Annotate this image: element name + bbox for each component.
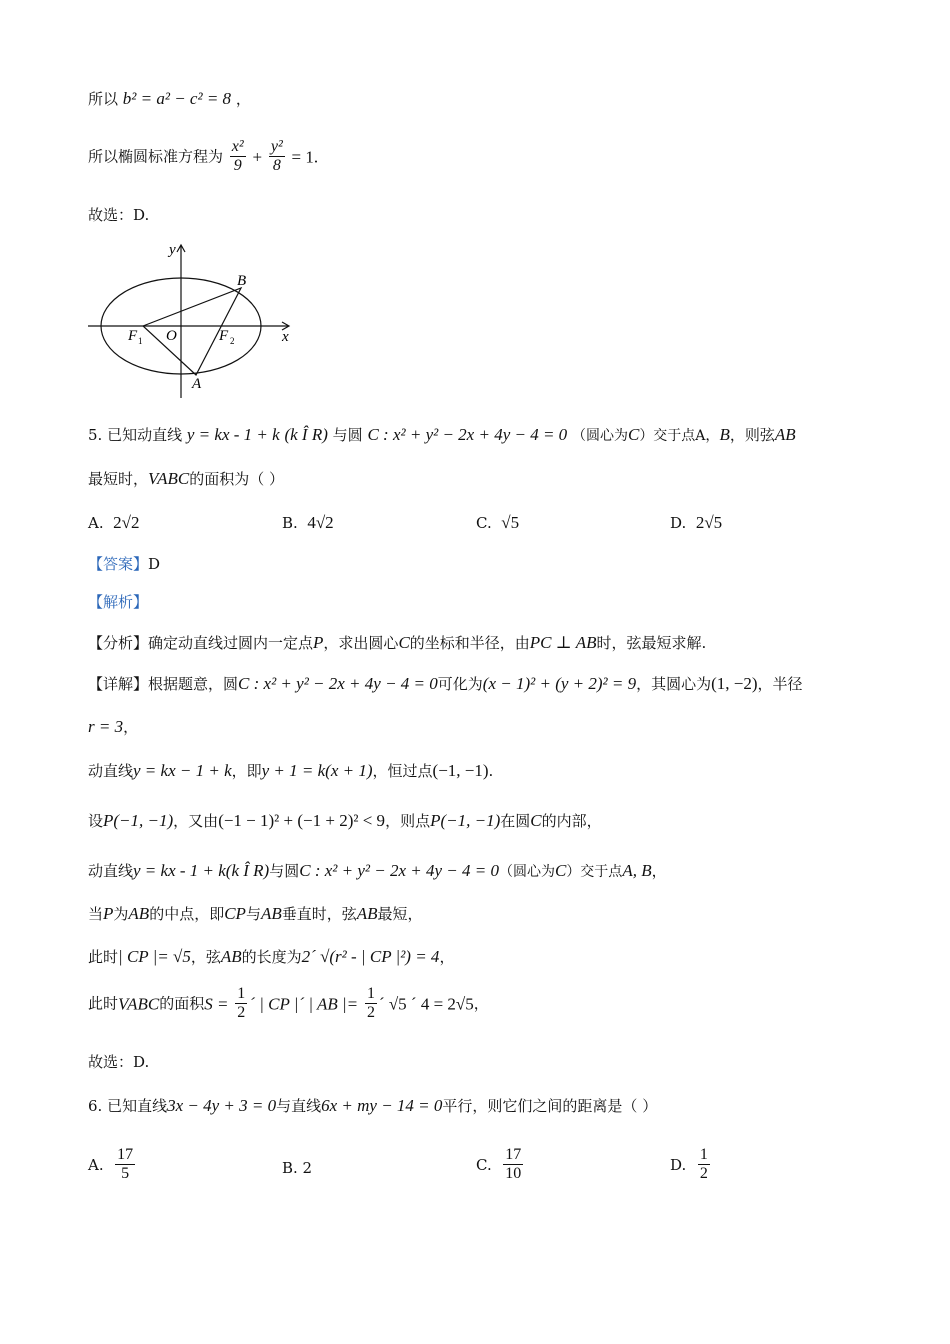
text: ，其圆心为 [636,675,712,693]
text: ）交于点 [566,864,623,880]
label-F2: F [219,328,229,344]
text: 此时 [88,948,119,966]
text: 的内部， [541,812,602,830]
text: （圆心为 [498,864,555,880]
option-label: B. [282,514,298,532]
var: P [103,904,114,923]
equation: VABC [148,469,190,488]
equation: 2´ √(r² - | CP |²) = 4 [301,947,440,966]
option-label: A. [88,514,104,532]
option-d [670,513,722,533]
denominator: 5 [121,1165,130,1183]
numerator: 1 [235,985,247,1004]
text: ，弦 [190,948,221,966]
label-A: A [192,376,202,392]
text: 的坐标和半径，由 [409,634,530,652]
var: C [627,425,640,444]
option-label: A. [88,1155,104,1174]
detail-line6 [88,905,423,922]
var: C [398,633,410,652]
numerator: 17 [115,1146,135,1165]
text: （圆心为 [571,428,628,444]
equation: VABC [118,994,160,1014]
numerator: y² [269,138,285,157]
text: ， [651,862,667,880]
equation: y + 1 = k(x + 1) [261,761,373,780]
option-value: 2√2 [113,513,140,532]
numerator: 17 [503,1146,523,1165]
equation: y = kx - 1 + k [186,425,280,444]
text: 动直线 [88,862,134,880]
numerator: 1 [698,1146,710,1165]
var: AB [260,904,282,923]
equation: (x − 1)² + (y + 2)² = 9 [482,674,637,693]
fraction [269,138,285,176]
text: ，求出圆心 [323,634,399,652]
var: AB [128,904,150,923]
answer-label: 【答案】 [88,555,149,573]
option-value: 4√2 [307,513,334,532]
text: 与 [245,905,261,923]
text: 最短， [377,905,423,923]
var: C [530,811,542,830]
text: 的面积为（ ） [189,470,285,488]
detail-line4 [88,812,602,829]
text: 的面积 [159,994,205,1013]
text: 动直线 [88,762,134,780]
text: ）交于点A， [639,428,720,444]
text: 根据题意，圆 [148,675,239,693]
text: 与直线 [276,1097,322,1115]
denominator: 8 [272,157,281,175]
label: 【分析】 [88,634,149,652]
label-y: y [169,242,176,258]
equation: b² = a² − c² = 8 [122,89,232,108]
text: 与圆 [269,862,300,880]
detail-line5 [88,862,667,879]
equation: P(−1, −1) [103,811,174,830]
equation: C : x² + y² − 2x + 4y − 4 = 0 [238,674,438,693]
question-5-line1 [88,426,796,443]
equation: (1, −2) [711,674,758,693]
equation: 6x + my − 14 = 0 [321,1096,443,1115]
text: 可化为 [437,675,483,693]
text: 的中点，即 [149,905,225,923]
var: CP [224,904,246,923]
equation: PC ⊥ AB [529,633,597,652]
text: ，半径 [757,675,803,693]
denominator: 2 [237,1004,246,1022]
option-value: √5 [501,513,520,532]
text: ，即 [231,762,262,780]
label-B: B [237,273,247,289]
equation: | CP |= √5 [118,947,191,966]
q6-option-a [88,1146,137,1184]
equation: r = 3 [88,717,124,736]
text: 平行，则它们之间的距离是（ ） [442,1097,658,1115]
equation: ´ √5 ´ 4 = 2√5 [378,994,474,1014]
fraction-half [365,985,377,1023]
text-line-choice: 故选：D. [88,206,150,224]
fraction-half [235,985,247,1023]
answer-line [88,557,160,572]
q6-option-b [282,1159,312,1177]
denominator: 9 [233,157,242,175]
equation: y = kx - 1 + k(k Î R) [133,861,270,880]
option-value: 2√5 [695,513,723,532]
text: ，恒过点 [372,762,433,780]
denominator: 2 [366,1004,375,1022]
option-label: C. [476,514,492,532]
text: 的长度为 [241,948,302,966]
text: 设 [88,812,104,830]
equation: P(−1, −1) [430,811,501,830]
label-F2-sub: 2 [230,336,235,346]
text: ，又由 [173,812,219,830]
text: 时，弦最短求解. [596,634,707,652]
question-6-line1 [88,1097,657,1114]
text: 垂直时，弦 [281,905,357,923]
option-a [88,513,140,533]
option-label: B. 2 [282,1159,313,1177]
text: 最短时， [88,470,149,488]
option-c [476,513,519,533]
text: 所以椭圆标准方程为 [88,147,224,166]
label-O: O [166,328,177,344]
equation: ´ | CP |´ | AB |= [249,994,359,1014]
equation: A, B [622,861,652,880]
var: P [313,633,324,652]
text-line-ellipse-eq [88,138,318,176]
text: ， [473,994,489,1013]
detail-line3 [88,762,493,779]
text: ，则弦 [729,426,775,444]
equation: C : x² + y² − 2x + 4y − 4 = 0 [367,425,568,444]
detail-line2 [88,718,138,735]
denominator: 10 [505,1165,522,1183]
option-label: C. [476,1155,492,1174]
text: 所以 [88,90,119,108]
q6-option-d [670,1146,712,1184]
text: ， [439,948,455,966]
text: 为 [113,905,129,923]
equation: 3x − 4y + 3 = 0 [167,1096,277,1115]
label: 【详解】 [88,675,149,693]
equation: (−1, −1) [432,761,489,780]
text: . [488,762,494,780]
text: 5. 已知动直线 [88,426,183,444]
answer-value: D [148,555,161,573]
text: 与圆 [332,426,363,444]
q6-option-c [476,1146,525,1184]
var: AB [356,904,378,923]
text: ， [123,718,139,736]
equation: S = [204,994,229,1014]
text: 在圆 [500,812,531,830]
var: AB [774,425,796,444]
option-b [282,513,334,533]
analysis-heading: 【解析】 [88,593,149,611]
var: C [554,861,567,880]
text-line-choice-2: 故选：D. [88,1053,150,1071]
analysis-line [88,634,706,651]
numerator: x² [230,138,246,157]
fraction [503,1146,523,1184]
detail-line8 [88,985,489,1023]
numerator: 1 [365,985,377,1004]
label-x: x [282,329,289,345]
text: = 1. [291,147,319,167]
option-label: D. [670,1155,687,1174]
text: 此时 [88,994,119,1013]
text: 确定动直线过圆内一定点 [148,634,314,652]
plus: + [252,147,263,167]
detail-line7 [88,948,454,965]
fraction [698,1146,710,1184]
fraction [230,138,246,176]
label-F1-sub: 1 [138,336,143,346]
denominator: 2 [699,1165,708,1183]
question-5-line2 [88,470,284,487]
text: ， [235,90,251,108]
ellipse-figure [86,240,300,402]
var: B [719,425,730,444]
equation: (−1 − 1)² + (−1 + 2)² < 9 [218,811,386,830]
detail-line1 [88,675,803,692]
equation: C : x² + y² − 2x + 4y − 4 = 0 [299,861,499,880]
text: 6. 已知直线 [88,1097,168,1115]
label-F1: F [128,328,138,344]
option-label: D. [670,514,687,532]
text-line-b2 [88,90,251,107]
fraction [115,1146,135,1184]
text: 当 [88,905,104,923]
var: AB [220,947,242,966]
equation: (k Î R) [284,425,328,444]
equation: y = kx − 1 + k [133,761,232,780]
text: ，则点 [385,812,431,830]
